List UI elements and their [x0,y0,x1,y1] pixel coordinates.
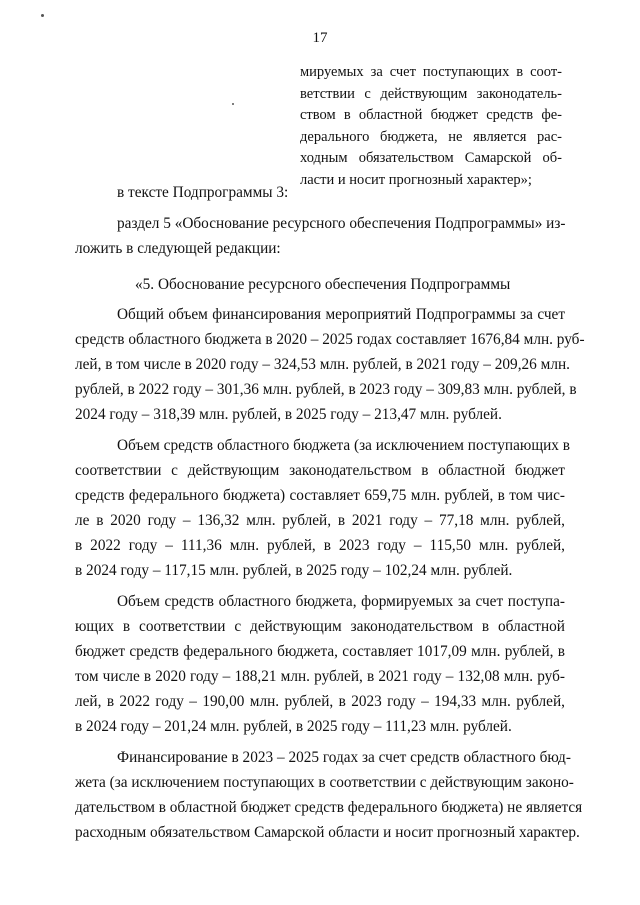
scan-speck [41,14,44,17]
text-line: том числе в 2020 году – 188,21 млн. рублей, в 2021 году – 132,08 млн. руб- [75,668,565,685]
text-line: лей, в том числе в 2020 году – 324,53 млн. рублей, в 2021 году – 209,26 млн. [75,356,570,373]
text-line: ством в областной бюджет средств фе- [300,107,562,123]
text-line: дерального бюджета, не является рас- [300,128,562,145]
instruction-line: ложить в следующей редакции: [75,240,281,257]
text-line: в 2024 году – 117,15 млн. рублей, в 2025 году – 102,24 млн. рублей. [75,562,513,579]
instruction-line: в тексте Подпрограммы 3: [117,184,289,201]
text-line: дательством в областной бюджет средств федерального бюджета) не является [75,799,583,816]
text-line: в 2024 году – 201,24 млн. рублей, в 2025 году – 111,23 млн. рублей. [75,718,512,735]
text-line: в 2022 году – 111,36 млн. рублей, в 2023 году – 115,50 млн. рублей, [75,537,565,554]
text-line: средств федерального бюджета) составляет 659,75 млн. рублей, в том чис- [75,487,565,504]
text-line: лей, в 2022 году – 190,00 млн. рублей, в 2023 году – 194,33 млн. рублей, [75,693,565,710]
text-line: ласти и носит прогнозный характер»; [300,171,532,188]
text-line: расходным обязательством Самарской области и носит прогнозный характер. [75,824,580,841]
text-line: Общий объем финансирования мероприятий Подпрограммы за счет [117,306,565,323]
instruction-line: раздел 5 «Обоснование ресурсного обеспечения Подпрограммы» из- [117,215,566,232]
text-line: соответствии с действующим законодательством в областной бюджет [75,462,565,479]
section-heading: «5. Обоснование ресурсного обеспечения Подпрограммы [135,276,511,293]
text-line: бюджет средств федерального бюджета, составляет 1017,09 млн. рублей, в [75,643,565,660]
text-line: ющих в соответствии с действующим законодательством в областной [75,618,565,635]
text-line: Объем средств областного бюджета (за исключением поступающих в [117,437,570,454]
text-line: ходным обязательством Самарской об- [300,150,562,166]
text-line: Финансирование в 2023 – 2025 годах за счет средств областного бюд- [117,749,571,766]
text-line: рублей, в 2022 году – 301,36 млн. рублей, в 2023 году – 309,83 млн. рублей, в [75,381,577,398]
text-line: Объем средств областного бюджета, формируемых за счет поступа- [117,593,565,610]
page-number: 17 [312,30,328,46]
text-line: ле в 2020 году – 136,32 млн. рублей, в 2021 году – 77,18 млн. рублей, [75,512,565,529]
text-line: средств областного бюджета в 2020 – 2025 годах составляет 1676,84 млн. руб- [75,331,585,348]
text-line: 2024 году – 318,39 млн. рублей, в 2025 году – 213,47 млн. рублей. [75,406,502,423]
scan-speck [232,103,234,105]
text-line: жета (за исключением поступающих в соответствии с действующим законо- [75,774,574,791]
text-line: ветствии с действующим законодатель- [300,85,562,102]
text-line: мируемых за счет поступающих в соот- [300,64,562,80]
quoted-continuation [300,62,562,191]
